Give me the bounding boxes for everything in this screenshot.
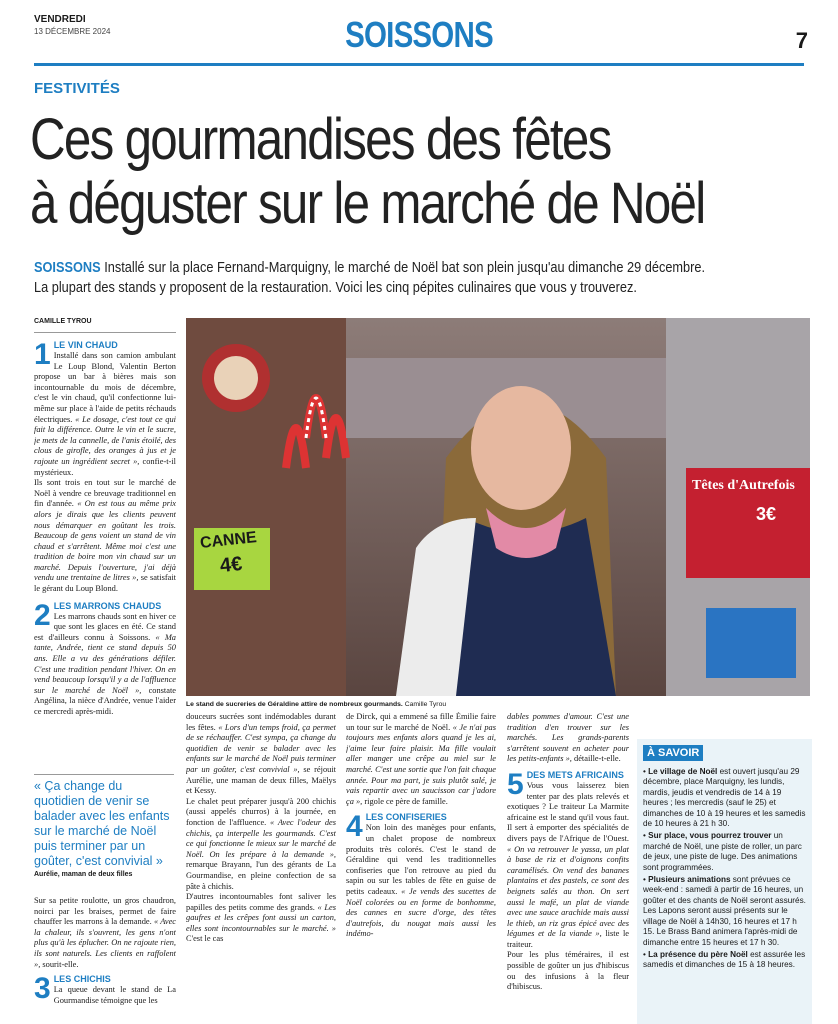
header-date: 13 DÉCEMBRE 2024 [34,27,111,36]
quote-text: « Le dosage, c'est tout ce qui fait la différence. Outre le vin et le sucre, je mets de la cannelle, de l'anis étoilé, des clous de girofle, des oranges à jus et je rajoute un ingrédient secret », [34,414,176,466]
quote-text: « Je vends des sucettes de Noël colorées ou en forme de bonhomme, des cannes en sucre d'orge, des têtes d'autrefois, du nougat mais aussi les indémo- [346,886,496,939]
photo-sign-canne: CANNE [199,529,258,552]
photo-illustration [186,318,810,696]
body-text: se satisfait le gérant du Loup Blond. [34,573,176,594]
info-item-text: sont prévues ce week-end : samedi à partir de 16 heures, un goûter et des chants de Noël seront assurés. Les Lapons seront aussi présents sur le village de Noël à 14h30, 16 heures et 17 h 15. Le Brass Band animera l'après-midi de dimanche entre 15 heures et 17 h 30. [643,875,806,947]
body-text: Vous vous laisserez bien tenter par des plats relevés et exotiques ? Le traiteur La Marmite africaine est le stand qu'il vous faut. Il sert à emporter des spécialités de divers pays de l'Afrique de l'Ouest. [507,780,629,843]
body-text: Ils sont trois en tout sur le marché de Noël à vendre ce breuvage traditionnel en fin d'année. [34,478,176,509]
quote-text: dables pommes d'amour. C'est une tradition d'en trouver sur les marchés. Les grands-parents s'arrêtent souvent en acheter pour les petits-enfants », [507,712,629,764]
body-text: liste le traiteur. [507,929,629,949]
quote-text: « Avec la chaleur, ils s'ouvrent, les gens n'ont plus qu'à les éplucher. On ne rajoute rien, ils sont naturels. Les clients en raffolent », [34,917,176,969]
pull-quote-source: Aurélie, maman de deux filles [34,871,133,878]
quote-text: « Ma tante, Andrée, tient ce stand depuis 50 ans. Elle a vu des générations défiler. C'est une tradition pendant l'hiver. On en vend beaucoup lorsqu'il y a de l'affluence sur le marché de Noël », [34,632,176,695]
photo-caption [186,701,446,708]
section-number: 3 [34,972,51,1006]
photo-sign-price: 4€ [218,552,244,578]
market-stall-photo [186,318,810,696]
column-4 [507,712,629,1024]
caption-text: Le stand de sucreries de Géraldine attire de nombreux gourmands. [186,701,403,708]
info-item-bold: Le village de Noël [648,767,718,776]
column-1-bottom [34,896,176,1024]
section-number: 5 [507,767,524,801]
body-text: Pour les plus téméraires, il est possible de goûter un jus d'hibiscus ou des infusions à la fleur d'hibiscus. [507,950,629,992]
section-title: SOISSONS [345,14,493,55]
quote-text: « Les gaufres et les crêpes font aussi un carton, elles sont incontournables sur le marché. » [186,902,336,933]
lede-line-2: La plupart des stands y proposent de la restauration. Voici les cinq pépites culinaires que vous y trouverez. [34,280,637,296]
byline-rule [34,332,176,333]
quote-text: « On est tous au même prix alors je dirais que les clients peuvent nous démarquer en goûtant les trois. Beaucoup de gens voient un stand de vin chaud et s'arrêtent. Même moi c'est une tradition de boire mon vin chaud sur un marché. Depuis l'ouverture, j'ai déjà vendu une trentaine de litres », [34,499,176,583]
info-item-bold: Plusieurs animations [648,875,731,885]
body-text: Non loin des manèges pour enfants, un chalet propose de nombreux produits très colorés. C'est le stand de Géraldine qui vend les traditionnelles confiseries que l'on retrouve au pied du sapin ou sur les tables de fête en guise de petits cadeaux. [346,823,496,896]
headline-line-2: à déguster sur le marché de Noël [30,171,705,236]
quote-text: « Avec l'odeur des chichis, ça interpelle les gourmands. C'est ce qui fonctionne le mieux sur le marché de Noël. On les prépare à la demande », [186,817,336,859]
photo-box-label: Têtes d'Autrefois [692,478,795,493]
body-text: douceurs sucrées sont indémodables durant les fêtes. [186,712,336,732]
headline-line-1: Ces gourmandises des fêtes [30,107,611,172]
pull-quote [34,774,174,878]
body-text: C'est le cas [186,934,224,944]
body-text: Le chalet peut préparer jusqu'à 200 chichis (aussi appelés churros) à la journée, en fonction de l'affluence. [186,796,336,827]
headline [30,107,705,236]
info-item: • Sur place, vous pourrez trouver un marché de Noël, une piste de roller, un parc de jeux, une piste de luge. Des animations sont programmées. [643,831,802,872]
info-box [637,739,812,1024]
kicker: FESTIVITÉS [34,80,120,97]
info-item-bold: Sur place, vous pourrez trouver [648,831,772,841]
column-2 [186,712,336,1024]
body-text: remarque Brayann, l'un des gérants de La Gourmandise, en pleine confection de sa pâte à chichis. [186,860,336,891]
body-text: constate Angélina, la nièce d'Andrée, venue l'aider ce mercredi après-midi. [34,685,176,716]
body-text: D'autres incontournables font saliver les papilles des petits comme des grands. [186,892,336,912]
section-number: 2 [34,598,51,632]
quote-text: « Lors d'un temps froid, ça permet de se réchauffer. C'est sympa, ça change du quotidien de venir se balader avec les enfants sur le marché de Noël puis terminer par un goûter, c'est convivial », [186,722,336,774]
body-text: Installé dans son camion ambulant Le Loup Blond, Valentin Berton propose un bar à bières mais son incontournable du mois de décembre, c'est le vin chaud, qu'il confectionne lui-même sur place à l'aide de petits réchauds électriques. [34,351,176,424]
lede-place: SOISSONS [34,260,101,276]
body-text: La queue devant le stand de La Gourmandise témoigne que les [53,985,176,1005]
section-title: LES CONFISERIES [365,812,447,823]
header-day: VENDREDI [34,14,86,25]
quote-text: « Je n'ai pas toujours mes enfants alors quand je les ai, j'aime leur faire plaisir. Ma fille voulait aller manger une crêpe au miel sur le marché. C'est une sortie que l'on fait chaque année. Pour ma part, je suis plutôt salé, je vais repartir avec un saucisson car j'adore ça », [346,722,496,806]
body-text: détaille-t-elle. [574,754,621,764]
info-item-text: est assurée les samedis et dimanches de 15 à 18 heures. [643,949,806,970]
info-item-text: est ouvert jusqu'au 29 décembre, place Marquigny, les lundis, mardis, jeudis et vendredis de 14 à 19 heures ; les mercredis (sauf le 25) et dimanches de 10 à 19 heures et les samedis de 10 heures à 21 h 30. [643,767,806,829]
info-item-bold: La présence du père Noël [648,949,748,959]
page-number: 7 [795,28,808,53]
pull-quote-text: « Ça change du quotidien de venir se balader avec les enfants sur le marché de Noël puis terminer par un goûter, c'est convivial » [34,779,170,868]
info-box-title: À SAVOIR [643,745,703,761]
body-text: se réjouit Aurélie, une maman de deux filles, Maëlys et Kessy. [186,764,336,796]
section-title: LES MARRONS CHAUDS [53,600,162,611]
photo-box-price: 3€ [756,504,777,524]
body-text: sourit-elle. [42,959,79,969]
section-title: DES METS AFRICAINS [526,769,624,780]
body-text: rigole ce père de famille. [364,796,448,806]
quote-text: « On va retrouver le yassa, un plat à base de riz et d'oignons confits caramélisés. On vend des bananes plantains et des pastels, ce sont des beignets salés au thon. On sert aussi le mafé, un plat de viande avec une sauce arachide mais aussi le thieb, un riz gras épicé avec des légumes et de la viande », [507,844,629,939]
header-rule [34,63,804,66]
section-number: 1 [34,340,51,371]
lede-line-1: Installé sur la place Fernand-Marquigny, le marché de Noël bat son plein jusqu'au dimanche 29 décembre. [104,260,706,276]
section-number: 4 [346,810,363,844]
info-item: • Le village de Noël est ouvert jusqu'au 29 décembre, place Marquigny, les lundis, mardis, jeudis et vendredis de 14 à 19 heures ; les mercredis (sauf le 25) et dimanches de 10 à 19 heures et les samedis de 10 heures à 21 h 30. [643,767,806,829]
lede [34,258,729,298]
section-title: LE VIN CHAUD [53,340,118,350]
section-title: LES CHICHIS [53,974,111,985]
column-1 [34,340,176,768]
info-item-text: un marché de Noël, une piste de roller, un parc de jeux, une piste de luge. Des animations sont programmées. [643,831,802,872]
photo-credit: Camille Tyrou [404,701,447,708]
body-text: Les marrons chauds sont en hiver ce que sont les glaces en été. Ce stand est d'ailleurs connu à Soissons. [34,611,176,642]
column-3 [346,712,496,1024]
info-item: • La présence du père Noël est assurée les samedis et dimanches de 15 à 18 heures. [643,949,806,970]
body-text: confie-t-il mystérieux. [34,456,176,477]
info-item: • Plusieurs animations sont prévues ce week-end : samedi à partir de 16 heures, un goûter et des chants de Noël seront assurés. Les Lapons seront aussi présents sur le village de Noël à 14h30, 16 heures et 17 h 15. Le Brass Band animera l'après-midi de dimanche entre 15 heures et 17 h 30. [643,875,806,947]
byline: CAMILLE TYROU [34,318,92,325]
body-text: Sur sa petite roulotte, un gros chaudron, noirci par les braises, permet de faire chauffer les marrons à la demande. [34,896,176,927]
body-text: de Dirck, qui a emmené sa fille Émilie faire un tour sur le marché de Noël. [346,712,496,732]
